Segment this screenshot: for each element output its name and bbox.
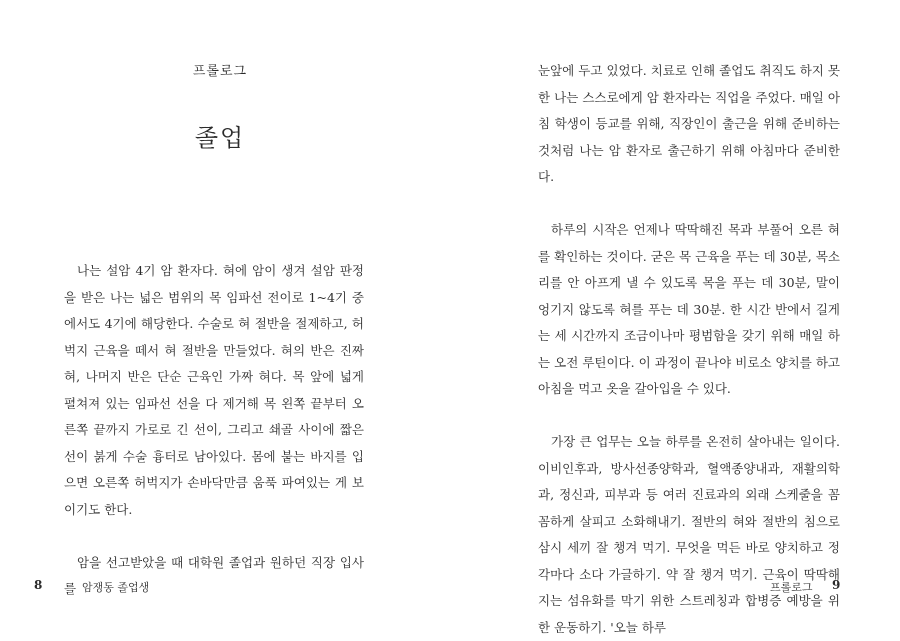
left-body-text	[64, 258, 364, 603]
right-body-text	[538, 58, 840, 641]
paragraph: 나는 설암 4기 암 환자다. 혀에 암이 생겨 설암 판정을 받은 나는 넓은 범위의 목 임파선 전이로 1~4기 중에서도 4기에 해당한다. 수술로 혀 절반을 절제하고, 허벅지 근육을 떼서 혀 절반을 만들었다. 혀의 반은 진짜 혀, 나머지 반은 단순 근육인 가짜 혀다. 목 앞에 넓게 펼쳐져 있는 임파선 선을 다 제거해 목 왼쪽 끝부터 오른쪽 끝까지 가로로 긴 선이, 그리고 쇄골 사이에 짧은 선이 붉게 수술 흉터로 남아있다. 몸에 붙는 바지를 입으면 오른쪽 허벅지가 손바닥만큼 움푹 파여있는 게 보이기도 한다.	[64, 263, 364, 517]
paragraph: 가장 큰 업무는 오늘 하루를 온전히 살아내는 일이다. 이비인후과, 방사선종양학과, 혈액종양내과, 재활의학과, 정신과, 피부과 등 여러 진료과의 외래 스케줄을 꼼꼼하게 살피고 소화해내기. 절반의 혀와 절반의 침으로 삼시 세끼 잘 챙겨 먹기. 무엇을 먹든 바로 양치하고 정각마다 소다 가글하기. 약 잘 챙겨 먹기. 근육이 딱딱해지는 섬유화를 막기 위한 스트레칭과 합병증 예방을 위한 운동하기. '오늘 하루	[538, 434, 840, 635]
page-number: 9	[832, 578, 841, 592]
running-head: 암쟁동 졸업생	[82, 581, 150, 594]
running-head: 프롤로그	[770, 581, 813, 594]
chapter-label: 프롤로그	[192, 64, 248, 79]
paragraph: 하루의 시작은 언제나 딱딱해진 목과 부풀어 오른 혀를 확인하는 것이다. 굳은 목 근육을 푸는 데 30분, 목소리를 안 아프게 낼 수 있도록 목을 푸는 데 30분, 말이 엉기지 않도록 혀를 푸는 데 30분. 한 시간 반에서 길게는 세 시간까지 조금이나마 평범함을 갖기 위해 매일 하는 오전 루틴이다. 이 과정이 끝나야 비로소 양치를 하고 아침을 먹고 옷을 갈아입을 수 있다.	[538, 222, 840, 396]
left-page	[0, 0, 450, 640]
paragraph: 암을 선고받았을 때 대학원 졸업과 원하던 직장 입사를	[64, 554, 364, 596]
chapter-title: 졸업	[194, 124, 246, 152]
paragraph: 눈앞에 두고 있었다. 치료로 인해 졸업도 취직도 하지 못한 나는 스스로에게 암 환자라는 직업을 주었다. 매일 아침 학생이 등교를 위해, 직장인이 출근을 위해 준비하는 것처럼 나는 암 환자로 출근하기 위해 아침마다 준비한다.	[538, 63, 840, 184]
right-page	[450, 0, 900, 640]
page-number: 8	[34, 578, 43, 592]
